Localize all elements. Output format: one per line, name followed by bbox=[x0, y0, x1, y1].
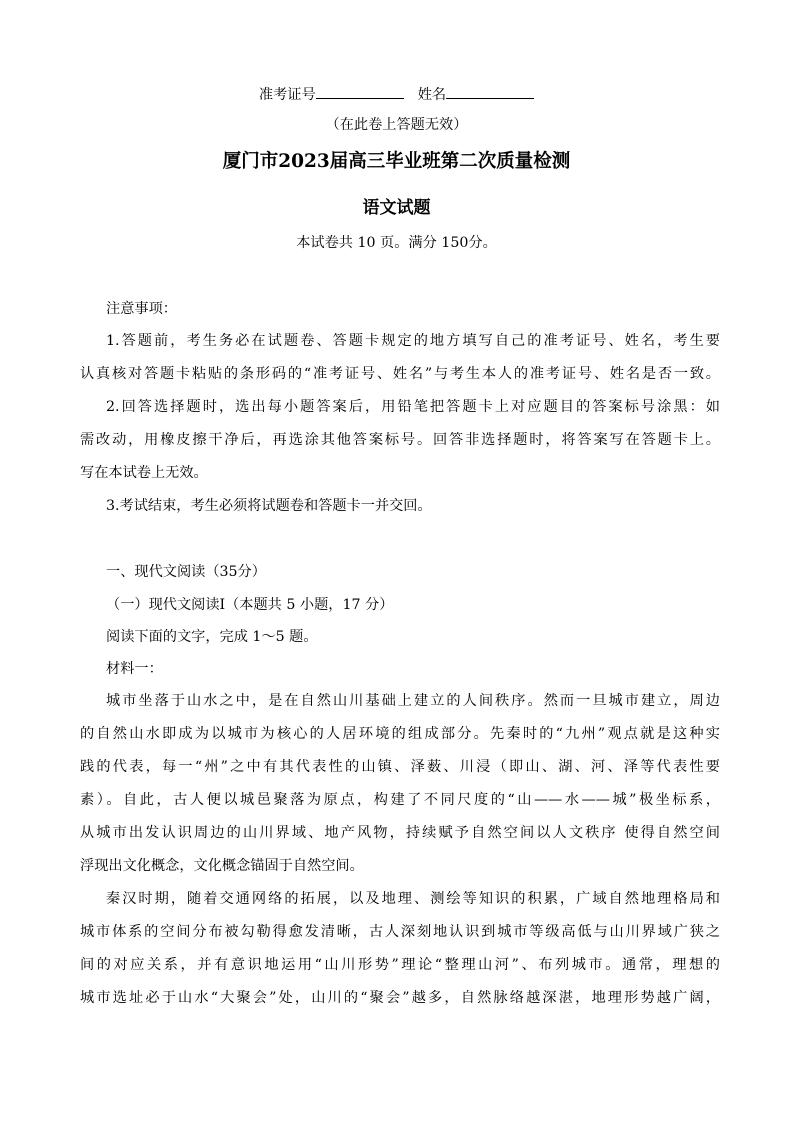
instructions-heading: 注意事项： bbox=[106, 301, 177, 317]
exam-title: 厦门市2023届高三毕业班第二次质量检测 bbox=[222, 151, 571, 172]
passage-line: 城市坐落于山水之中，是在自然山川基础上建立的人间秩序。然而一旦城市建立，周边 bbox=[106, 693, 720, 709]
instruction-line: 需改动，用橡皮擦干净后，再选涂其他答案标号。回答非选择题时，将答案写在答题卡上。 bbox=[80, 432, 720, 448]
passage-line: 践的代表，每一“州”之中有其代表性的山镇、泽薮、川浸（即山、湖、河、泽等代表性要 bbox=[80, 759, 720, 775]
passage-line: 城市体系的空间分布被勾勒得愈发清晰，古人深刻地认识到城市等级高低与山川界域广狭之 bbox=[80, 924, 720, 940]
passage-line: 素）。自此，古人便以城邑聚落为原点，构建了不同尺度的“山——水——城”极坐标系， bbox=[80, 792, 720, 808]
passage-line: 浮现出文化概念，文化概念锚固于自然空间。 bbox=[80, 858, 364, 874]
instruction-line: 3.考试结束，考生必须将试题卷和答题卡一并交回。 bbox=[106, 498, 432, 514]
passage-line: 的自然山水即成为以城市为核心的人居环境的组成部分。先秦时的“九州”观点就是这种实 bbox=[80, 726, 720, 742]
exam-subtitle: 语文试题 bbox=[362, 198, 431, 218]
passage-line: 秦汉时期，随着交通网络的拓展，以及地理、测绘等知识的积累，广域自然地理格局和 bbox=[106, 891, 720, 907]
section-directive: 阅读下面的文字，完成 1～5 题。 bbox=[106, 629, 318, 645]
passage-line: 从城市出发认识周边的山川界域、地产风物，持续赋予自然空间以人文秩序 使得自然空间 bbox=[80, 825, 720, 841]
section-sub-heading: （一）现代文阅读Ⅰ（本题共 5 小题，17 分） bbox=[106, 597, 394, 613]
invalid-notice: （在此卷上答题无效） bbox=[325, 117, 468, 133]
material-label: 材料一： bbox=[106, 661, 163, 677]
instruction-line: 1.答题前，考生务必在试题卷、答题卡规定的地方填写自己的准考证号、姓名，考生要 bbox=[106, 333, 720, 349]
candidate-info-row bbox=[0, 84, 793, 105]
passage-line: 城市选址必于山水“大聚会”处，山川的“聚会”越多，自然脉络越深湛，地理形势越广阔， bbox=[80, 990, 720, 1006]
exam-id-blank[interactable] bbox=[316, 84, 404, 99]
instruction-line: 2.回答选择题时，选出每小题答案后，用铅笔把答题卡上对应题目的答案标号涂黑：如 bbox=[106, 399, 720, 415]
section-heading: 一、现代文阅读（35分） bbox=[106, 564, 266, 580]
instruction-line: 认真核对答题卡粘贴的条形码的“准考证号、姓名”与考生本人的准考证号、姓名是否一致。 bbox=[80, 366, 720, 382]
name-blank[interactable] bbox=[446, 84, 534, 99]
passage-line: 间的对应关系，并有意识地运用“山川形势”理论“整理山河”、布列城市。通常，理想的 bbox=[80, 957, 720, 973]
exam-id-label: 准考证号 bbox=[258, 87, 316, 103]
exam-info: 本试卷共 10 页。满分 150分。 bbox=[296, 235, 497, 251]
instruction-line: 写在本试卷上无效。 bbox=[80, 465, 208, 481]
name-label: 姓名 bbox=[417, 87, 447, 103]
